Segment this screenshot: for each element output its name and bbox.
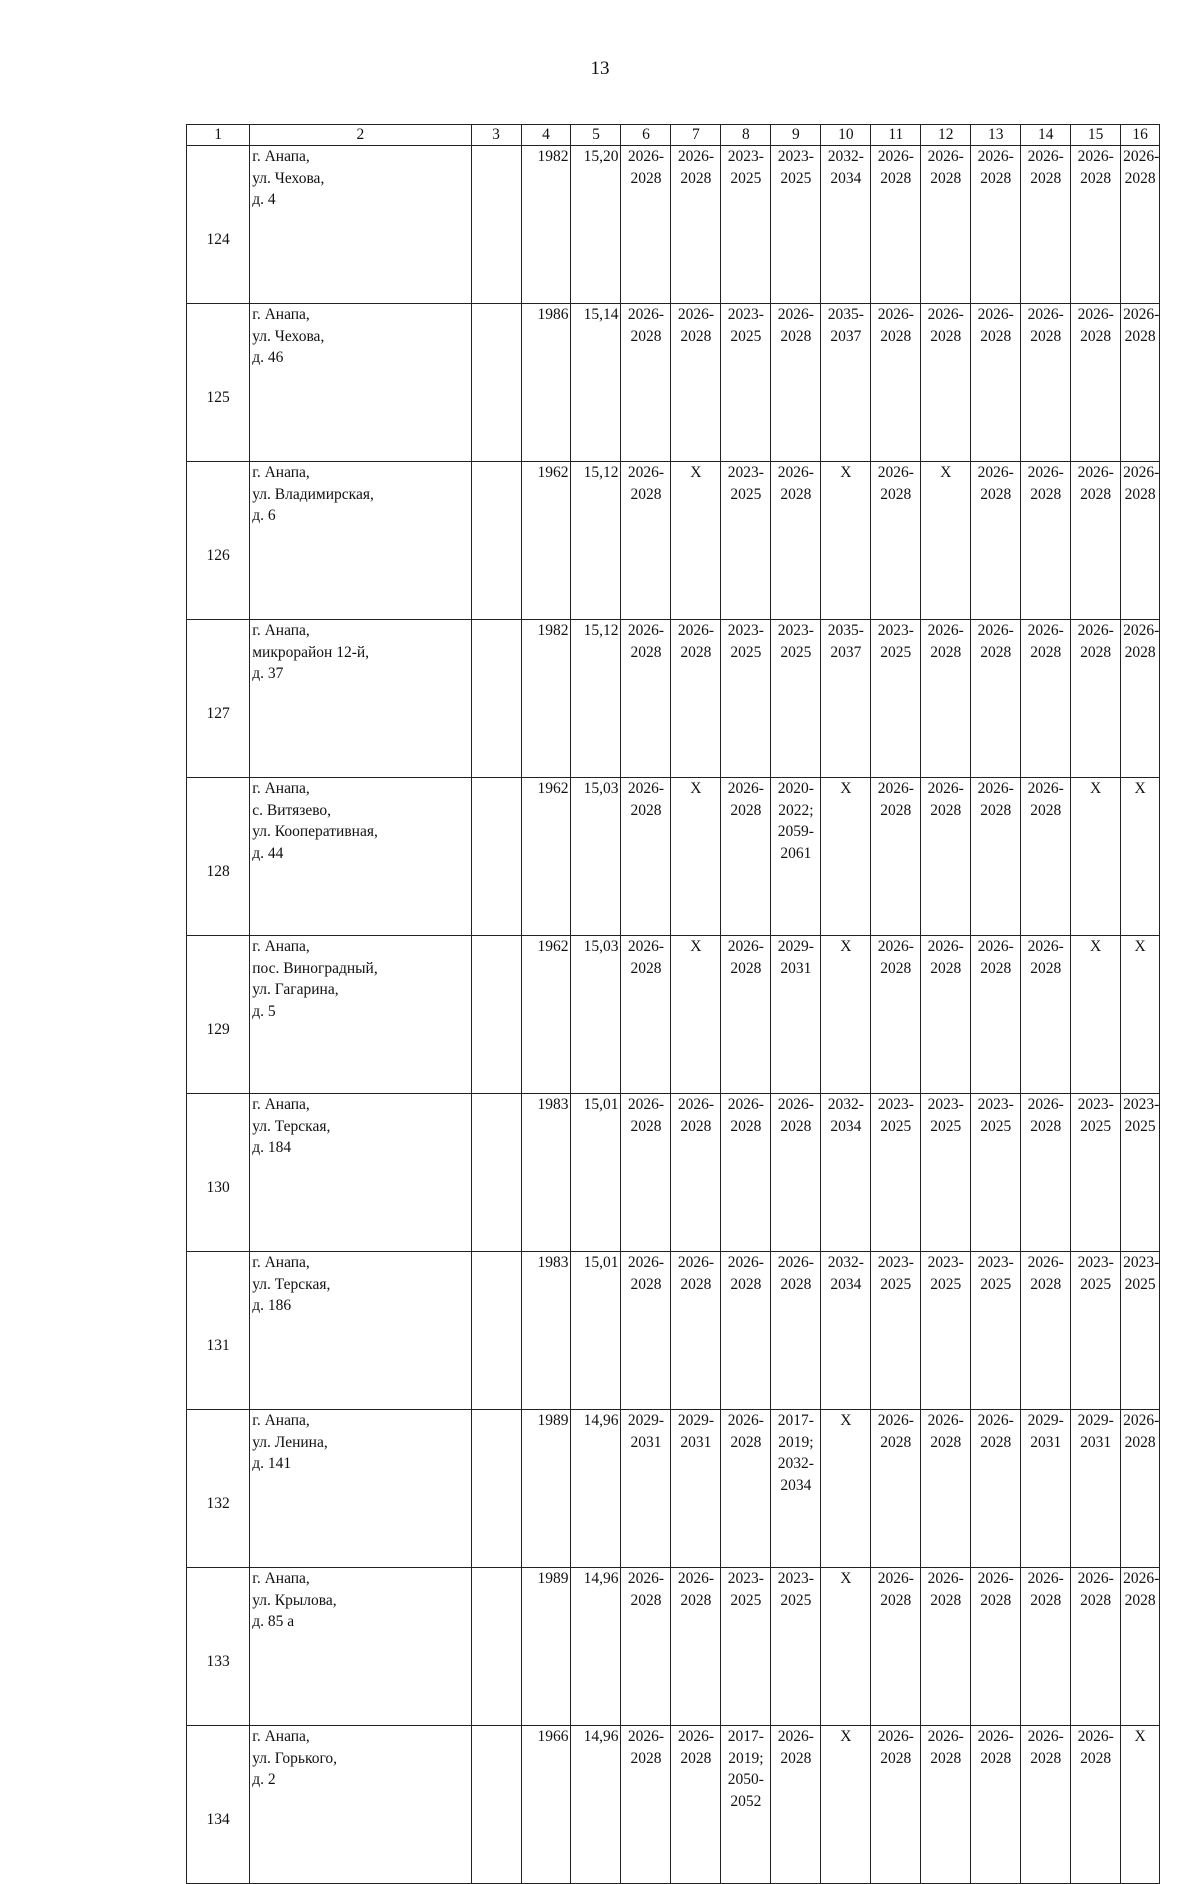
table-row (187, 1252, 1160, 1410)
col3-cell (471, 1094, 521, 1252)
address-cell: г. Анапа, ул. Крылова, д. 85 а (250, 1568, 471, 1726)
period-col16-cell: 2023- 2025 (1121, 1094, 1160, 1252)
period-col9-cell: 2026- 2028 (771, 1726, 821, 1884)
period-col6-cell: 2026- 2028 (621, 304, 671, 462)
period-col9-cell: 2026- 2028 (771, 1252, 821, 1410)
period-col8-cell: 2023- 2025 (721, 620, 771, 778)
period-col11-cell: 2026- 2028 (871, 778, 921, 936)
period-col14-cell: 2026- 2028 (1021, 936, 1071, 1094)
period-col15-cell: 2029- 2031 (1071, 1410, 1121, 1568)
col-header-7: 7 (671, 125, 721, 146)
year-built-cell: 1962 (521, 462, 571, 620)
table-row (187, 146, 1160, 304)
col-header-14: 14 (1021, 125, 1071, 146)
col-header-13: 13 (971, 125, 1021, 146)
period-col9-cell: 2026- 2028 (771, 304, 821, 462)
row-number-cell: 127 (187, 620, 250, 778)
year-built-cell: 1962 (521, 778, 571, 936)
period-col9-cell: 2026- 2028 (771, 462, 821, 620)
period-col16-cell: 2026- 2028 (1121, 1568, 1160, 1726)
period-col10-cell: 2032- 2034 (821, 1252, 871, 1410)
period-col16-cell: 2023- 2025 (1121, 1252, 1160, 1410)
period-col15-cell: 2026- 2028 (1071, 1726, 1121, 1884)
year-built-cell: 1966 (521, 1726, 571, 1884)
col5-value-cell: 15,03 (571, 778, 621, 936)
col3-cell (471, 1252, 521, 1410)
col5-value-cell: 15,20 (571, 146, 621, 304)
period-col10-cell: X (821, 1410, 871, 1568)
period-col14-cell: 2026- 2028 (1021, 1726, 1071, 1884)
row-number-cell: 129 (187, 936, 250, 1094)
period-col16-cell: 2026- 2028 (1121, 304, 1160, 462)
col3-cell (471, 1726, 521, 1884)
row-number-cell: 134 (187, 1726, 250, 1884)
period-col7-cell: 2026- 2028 (671, 146, 721, 304)
row-number-cell: 126 (187, 462, 250, 620)
address-cell: г. Анапа, ул. Горького, д. 2 (250, 1726, 471, 1884)
period-col15-cell: 2026- 2028 (1071, 620, 1121, 778)
col3-cell (471, 1568, 521, 1726)
period-col16-cell: X (1121, 936, 1160, 1094)
period-col10-cell: 2035- 2037 (821, 304, 871, 462)
period-col14-cell: 2026- 2028 (1021, 146, 1071, 304)
period-col8-cell: 2026- 2028 (721, 1252, 771, 1410)
period-col10-cell: X (821, 462, 871, 620)
col5-value-cell: 15,12 (571, 462, 621, 620)
period-col10-cell: X (821, 1568, 871, 1726)
period-col13-cell: 2026- 2028 (971, 462, 1021, 620)
period-col12-cell: 2023- 2025 (921, 1094, 971, 1252)
address-cell: г. Анапа, ул. Чехова, д. 46 (250, 304, 471, 462)
period-col11-cell: 2023- 2025 (871, 1252, 921, 1410)
col5-value-cell: 14,96 (571, 1568, 621, 1726)
col3-cell (471, 778, 521, 936)
col-header-1: 1 (187, 125, 250, 146)
table-row (187, 620, 1160, 778)
period-col14-cell: 2026- 2028 (1021, 1252, 1071, 1410)
period-col9-cell: 2023- 2025 (771, 146, 821, 304)
period-col6-cell: 2026- 2028 (621, 1726, 671, 1884)
period-col7-cell: 2029- 2031 (671, 1410, 721, 1568)
period-col11-cell: 2026- 2028 (871, 1568, 921, 1726)
period-col8-cell: 2023- 2025 (721, 304, 771, 462)
row-number-cell: 132 (187, 1410, 250, 1568)
period-col14-cell: 2029- 2031 (1021, 1410, 1071, 1568)
period-col15-cell: 2023- 2025 (1071, 1094, 1121, 1252)
period-col15-cell: 2023- 2025 (1071, 1252, 1121, 1410)
period-col10-cell: 2032- 2034 (821, 1094, 871, 1252)
address-cell: г. Анапа, ул. Владимирская, д. 6 (250, 462, 471, 620)
period-col7-cell: 2026- 2028 (671, 1252, 721, 1410)
period-col6-cell: 2026- 2028 (621, 1568, 671, 1726)
period-col10-cell: X (821, 1726, 871, 1884)
period-col12-cell: 2026- 2028 (921, 778, 971, 936)
row-number-cell: 124 (187, 146, 250, 304)
address-cell: г. Анапа, ул. Ленина, д. 141 (250, 1410, 471, 1568)
col-header-10: 10 (821, 125, 871, 146)
period-col6-cell: 2029- 2031 (621, 1410, 671, 1568)
col3-cell (471, 146, 521, 304)
period-col9-cell: 2017- 2019; 2032- 2034 (771, 1410, 821, 1568)
period-col15-cell: 2026- 2028 (1071, 146, 1121, 304)
period-col7-cell: 2026- 2028 (671, 620, 721, 778)
year-built-cell: 1962 (521, 936, 571, 1094)
housing-schedule-table (186, 124, 1160, 1884)
col-header-8: 8 (721, 125, 771, 146)
col5-value-cell: 15,12 (571, 620, 621, 778)
table-row (187, 1094, 1160, 1252)
period-col6-cell: 2026- 2028 (621, 462, 671, 620)
period-col13-cell: 2026- 2028 (971, 1410, 1021, 1568)
period-col12-cell: X (921, 462, 971, 620)
table-row (187, 1568, 1160, 1726)
period-col14-cell: 2026- 2028 (1021, 1568, 1071, 1726)
period-col9-cell: 2026- 2028 (771, 1094, 821, 1252)
period-col14-cell: 2026- 2028 (1021, 1094, 1071, 1252)
period-col7-cell: 2026- 2028 (671, 304, 721, 462)
period-col12-cell: 2026- 2028 (921, 1568, 971, 1726)
period-col15-cell: X (1071, 778, 1121, 936)
period-col8-cell: 2026- 2028 (721, 1094, 771, 1252)
year-built-cell: 1989 (521, 1410, 571, 1568)
row-number-cell: 133 (187, 1568, 250, 1726)
period-col12-cell: 2023- 2025 (921, 1252, 971, 1410)
period-col15-cell: X (1071, 936, 1121, 1094)
row-number-cell: 130 (187, 1094, 250, 1252)
col-header-6: 6 (621, 125, 671, 146)
col5-value-cell: 14,96 (571, 1726, 621, 1884)
period-col9-cell: 2023- 2025 (771, 620, 821, 778)
period-col16-cell: 2026- 2028 (1121, 1410, 1160, 1568)
period-col6-cell: 2026- 2028 (621, 1094, 671, 1252)
period-col11-cell: 2026- 2028 (871, 1726, 921, 1884)
period-col14-cell: 2026- 2028 (1021, 304, 1071, 462)
col3-cell (471, 936, 521, 1094)
period-col9-cell: 2029- 2031 (771, 936, 821, 1094)
col5-value-cell: 14,96 (571, 1410, 621, 1568)
period-col6-cell: 2026- 2028 (621, 778, 671, 936)
period-col10-cell: 2032- 2034 (821, 146, 871, 304)
period-col14-cell: 2026- 2028 (1021, 620, 1071, 778)
year-built-cell: 1986 (521, 304, 571, 462)
table-row (187, 1410, 1160, 1568)
period-col11-cell: 2026- 2028 (871, 1410, 921, 1568)
period-col14-cell: 2026- 2028 (1021, 462, 1071, 620)
period-col8-cell: 2017- 2019; 2050- 2052 (721, 1726, 771, 1884)
period-col7-cell: X (671, 936, 721, 1094)
col-header-5: 5 (571, 125, 621, 146)
col3-cell (471, 1410, 521, 1568)
col5-value-cell: 15,01 (571, 1252, 621, 1410)
table-row (187, 1726, 1160, 1884)
row-number-cell: 131 (187, 1252, 250, 1410)
period-col13-cell: 2026- 2028 (971, 936, 1021, 1094)
row-number-cell: 128 (187, 778, 250, 936)
period-col9-cell: 2023- 2025 (771, 1568, 821, 1726)
col3-cell (471, 462, 521, 620)
col5-value-cell: 15,01 (571, 1094, 621, 1252)
period-col8-cell: 2026- 2028 (721, 1410, 771, 1568)
col-header-15: 15 (1071, 125, 1121, 146)
table-row (187, 304, 1160, 462)
period-col16-cell: 2026- 2028 (1121, 146, 1160, 304)
period-col11-cell: 2026- 2028 (871, 936, 921, 1094)
period-col15-cell: 2026- 2028 (1071, 462, 1121, 620)
col-header-11: 11 (871, 125, 921, 146)
period-col14-cell: 2026- 2028 (1021, 778, 1071, 936)
address-cell: г. Анапа, ул. Чехова, д. 4 (250, 146, 471, 304)
address-cell: г. Анапа, микрорайон 12-й, д. 37 (250, 620, 471, 778)
col-header-3: 3 (471, 125, 521, 146)
year-built-cell: 1983 (521, 1094, 571, 1252)
year-built-cell: 1983 (521, 1252, 571, 1410)
address-cell: г. Анапа, ул. Терская, д. 184 (250, 1094, 471, 1252)
period-col11-cell: 2026- 2028 (871, 462, 921, 620)
period-col9-cell: 2020- 2022; 2059- 2061 (771, 778, 821, 936)
table-body (187, 125, 1160, 1884)
period-col10-cell: 2035- 2037 (821, 620, 871, 778)
period-col12-cell: 2026- 2028 (921, 1726, 971, 1884)
period-col12-cell: 2026- 2028 (921, 620, 971, 778)
col-header-9: 9 (771, 125, 821, 146)
period-col6-cell: 2026- 2028 (621, 936, 671, 1094)
period-col7-cell: 2026- 2028 (671, 1726, 721, 1884)
page-number: 13 (590, 58, 610, 79)
period-col15-cell: 2026- 2028 (1071, 1568, 1121, 1726)
period-col16-cell: X (1121, 1726, 1160, 1884)
col3-cell (471, 304, 521, 462)
col3-cell (471, 620, 521, 778)
period-col12-cell: 2026- 2028 (921, 1410, 971, 1568)
period-col7-cell: X (671, 462, 721, 620)
period-col10-cell: X (821, 936, 871, 1094)
address-cell: г. Анапа, с. Витязево, ул. Кооперативная, д. 44 (250, 778, 471, 936)
period-col13-cell: 2023- 2025 (971, 1252, 1021, 1410)
period-col11-cell: 2023- 2025 (871, 1094, 921, 1252)
period-col8-cell: 2023- 2025 (721, 146, 771, 304)
col-header-16: 16 (1121, 125, 1160, 146)
period-col13-cell: 2026- 2028 (971, 1568, 1021, 1726)
period-col7-cell: 2026- 2028 (671, 1094, 721, 1252)
period-col11-cell: 2026- 2028 (871, 304, 921, 462)
period-col12-cell: 2026- 2028 (921, 304, 971, 462)
col-header-2: 2 (250, 125, 471, 146)
period-col8-cell: 2026- 2028 (721, 778, 771, 936)
row-number-cell: 125 (187, 304, 250, 462)
period-col8-cell: 2026- 2028 (721, 936, 771, 1094)
table-row (187, 462, 1160, 620)
col5-value-cell: 15,14 (571, 304, 621, 462)
address-cell: г. Анапа, пос. Виноградный, ул. Гагарина, д. 5 (250, 936, 471, 1094)
period-col7-cell: 2026- 2028 (671, 1568, 721, 1726)
period-col12-cell: 2026- 2028 (921, 146, 971, 304)
period-col13-cell: 2023- 2025 (971, 1094, 1021, 1252)
period-col13-cell: 2026- 2028 (971, 620, 1021, 778)
column-number-row (187, 125, 1160, 146)
period-col13-cell: 2026- 2028 (971, 146, 1021, 304)
period-col13-cell: 2026- 2028 (971, 1726, 1021, 1884)
period-col16-cell: 2026- 2028 (1121, 620, 1160, 778)
period-col15-cell: 2026- 2028 (1071, 304, 1121, 462)
year-built-cell: 1982 (521, 146, 571, 304)
period-col16-cell: X (1121, 778, 1160, 936)
year-built-cell: 1982 (521, 620, 571, 778)
period-col13-cell: 2026- 2028 (971, 778, 1021, 936)
period-col6-cell: 2026- 2028 (621, 146, 671, 304)
period-col8-cell: 2023- 2025 (721, 1568, 771, 1726)
period-col11-cell: 2023- 2025 (871, 620, 921, 778)
year-built-cell: 1989 (521, 1568, 571, 1726)
period-col8-cell: 2023- 2025 (721, 462, 771, 620)
period-col10-cell: X (821, 778, 871, 936)
period-col6-cell: 2026- 2028 (621, 620, 671, 778)
period-col13-cell: 2026- 2028 (971, 304, 1021, 462)
table-row (187, 778, 1160, 936)
col-header-12: 12 (921, 125, 971, 146)
period-col7-cell: X (671, 778, 721, 936)
table-row (187, 936, 1160, 1094)
period-col11-cell: 2026- 2028 (871, 146, 921, 304)
col5-value-cell: 15,03 (571, 936, 621, 1094)
period-col16-cell: 2026- 2028 (1121, 462, 1160, 620)
period-col6-cell: 2026- 2028 (621, 1252, 671, 1410)
col-header-4: 4 (521, 125, 571, 146)
period-col12-cell: 2026- 2028 (921, 936, 971, 1094)
address-cell: г. Анапа, ул. Терская, д. 186 (250, 1252, 471, 1410)
